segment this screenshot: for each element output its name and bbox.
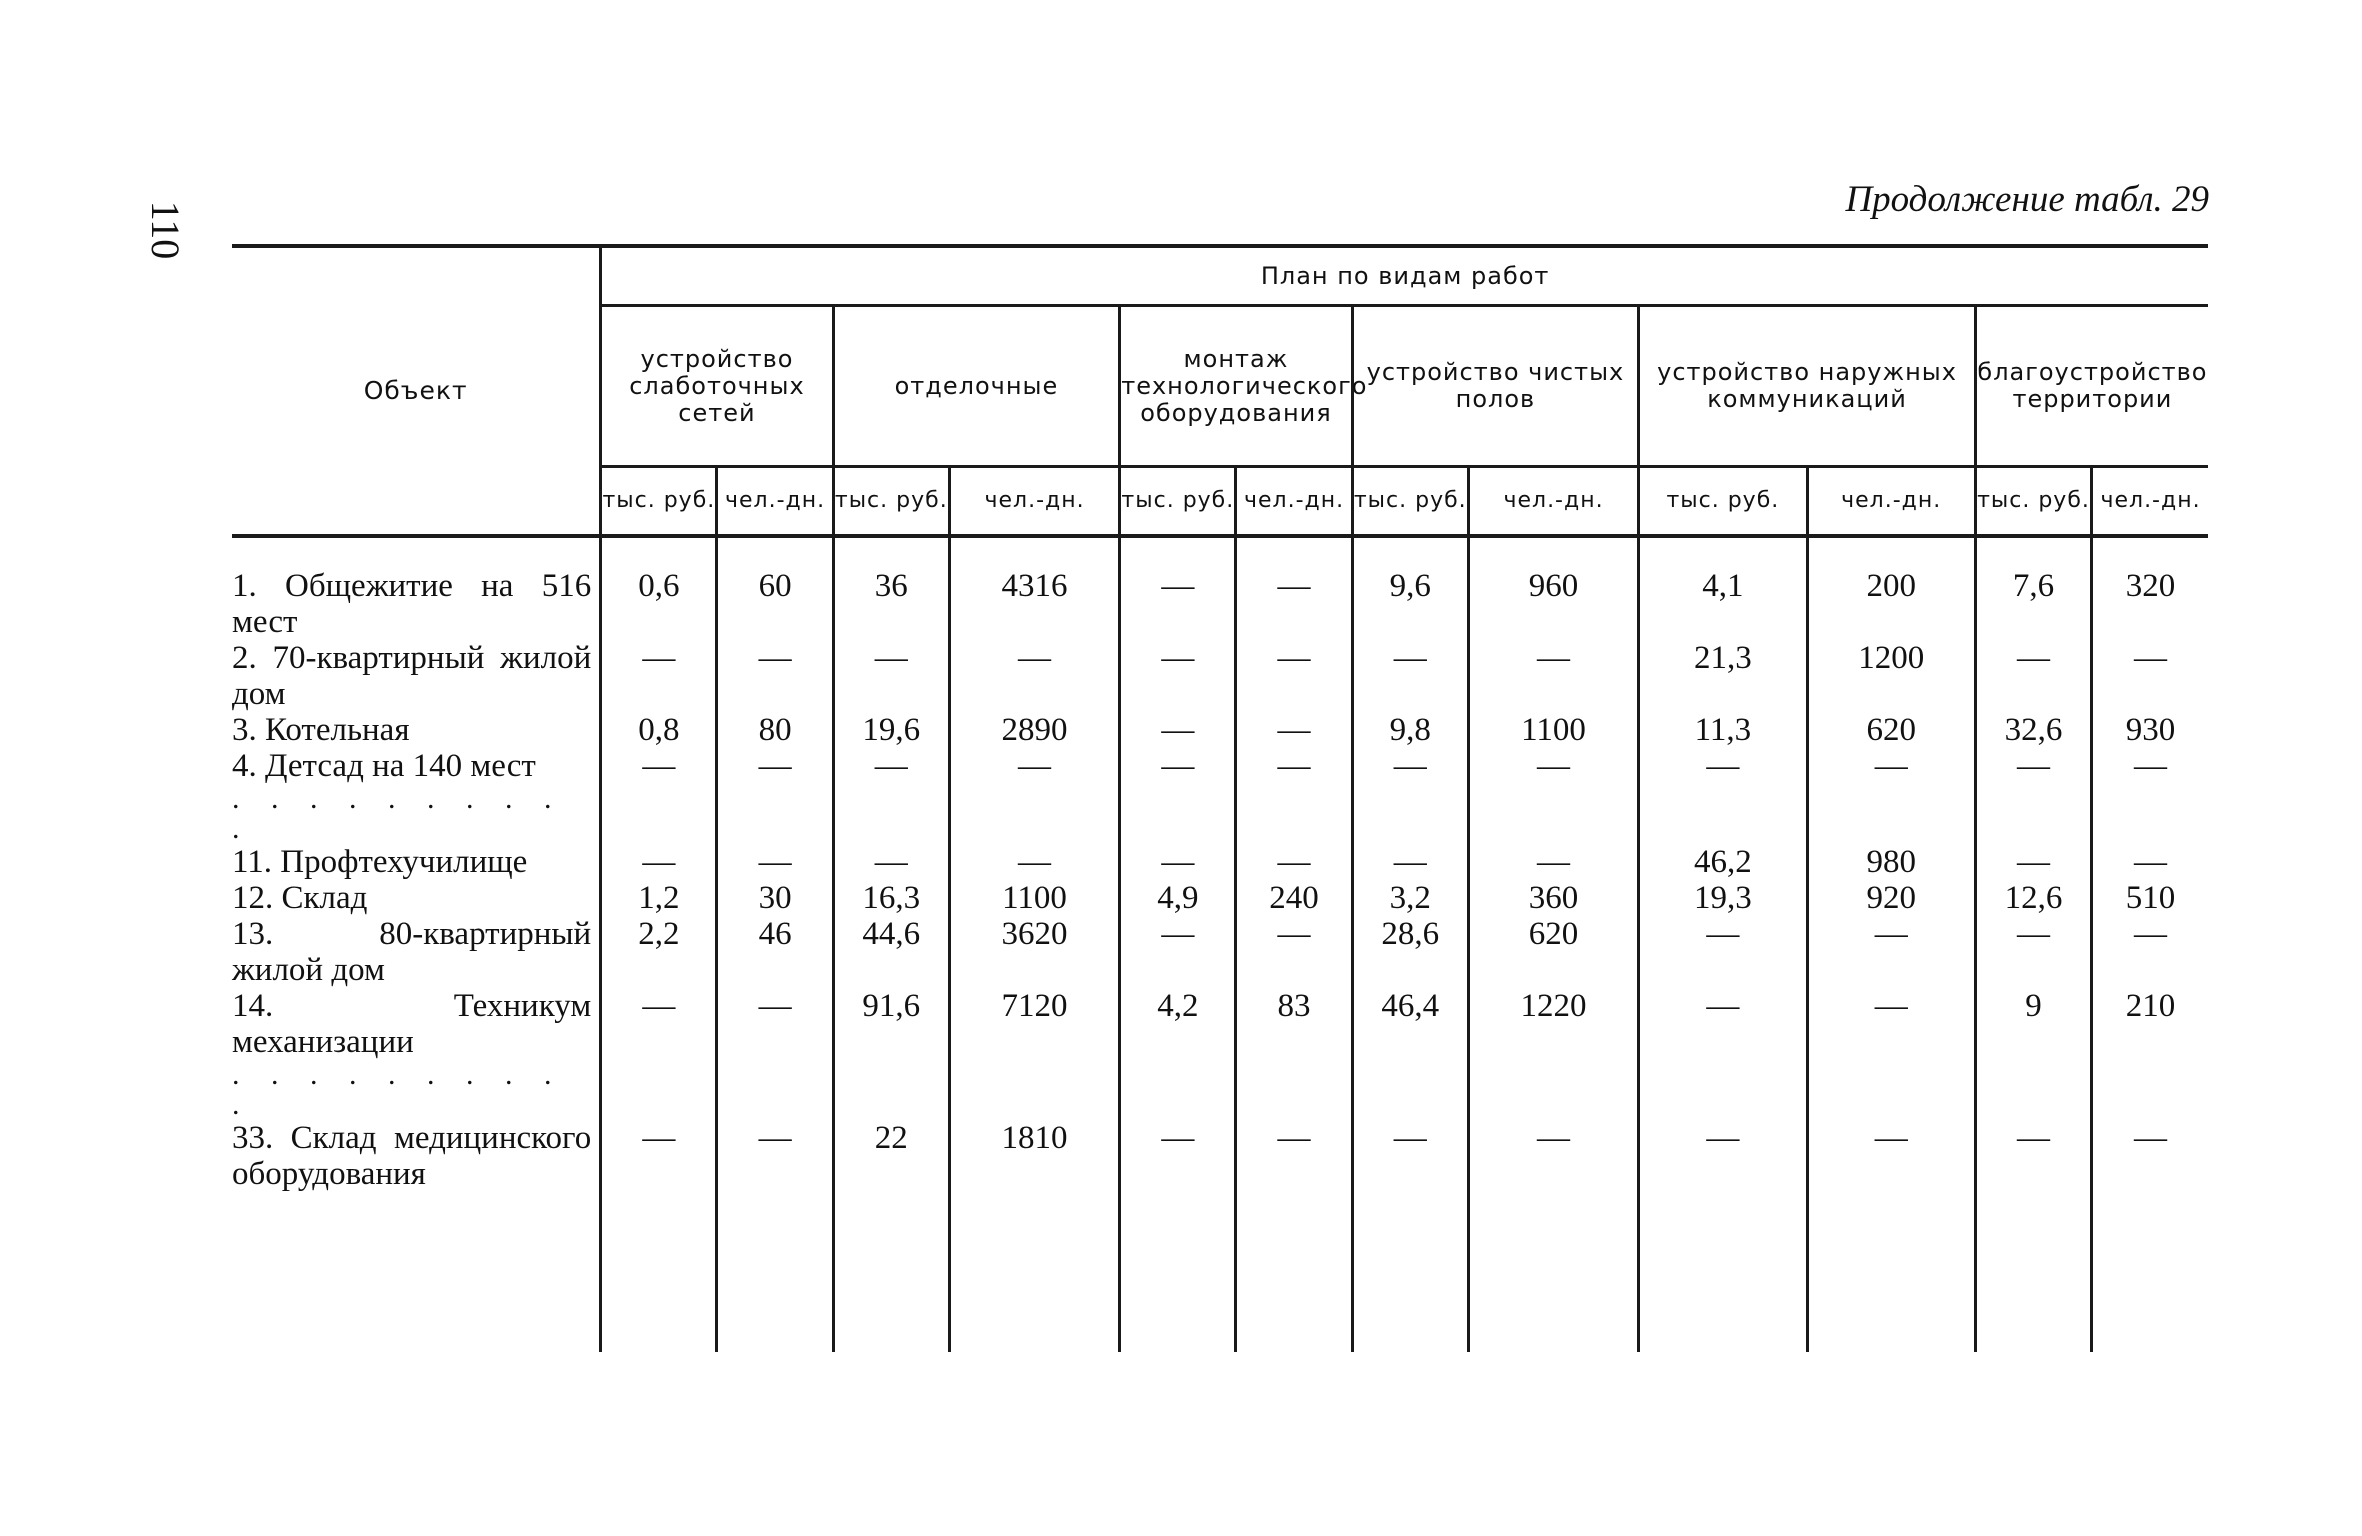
value-cell: 960 bbox=[1468, 536, 1638, 640]
value-cell: — bbox=[1639, 988, 1807, 1060]
empty-cell bbox=[717, 1060, 833, 1120]
table-row bbox=[232, 916, 2208, 988]
value-cell: — bbox=[717, 640, 833, 712]
empty-cell bbox=[1352, 1192, 1468, 1352]
value-cell: — bbox=[1468, 844, 1638, 880]
unit-header: тыс. руб. bbox=[1639, 467, 1807, 537]
value-cell: 12,6 bbox=[1975, 880, 2091, 916]
value-cell: — bbox=[1975, 748, 2091, 784]
unit-header: тыс. руб. bbox=[601, 467, 717, 537]
value-cell: — bbox=[2092, 640, 2208, 712]
value-cell: — bbox=[1468, 748, 1638, 784]
value-cell: 9 bbox=[1975, 988, 2091, 1060]
empty-cell bbox=[1807, 1060, 1975, 1120]
value-cell: — bbox=[1639, 916, 1807, 988]
empty-cell bbox=[1639, 1192, 1807, 1352]
value-cell: 11,3 bbox=[1639, 712, 1807, 748]
value-cell: 9,6 bbox=[1352, 536, 1468, 640]
empty-cell bbox=[601, 1192, 717, 1352]
work-plan-table bbox=[232, 244, 2208, 1352]
table-row bbox=[232, 1120, 2208, 1192]
empty-cell bbox=[1807, 784, 1975, 844]
value-cell: — bbox=[601, 1120, 717, 1192]
value-cell: 7120 bbox=[949, 988, 1119, 1060]
object-cell bbox=[232, 748, 601, 784]
value-cell: — bbox=[833, 640, 949, 712]
value-cell: — bbox=[2092, 916, 2208, 988]
unit-header: тыс. руб. bbox=[833, 467, 949, 537]
value-cell: 0,6 bbox=[601, 536, 717, 640]
value-cell: — bbox=[1807, 1120, 1975, 1192]
value-cell: — bbox=[1639, 1120, 1807, 1192]
empty-cell bbox=[717, 784, 833, 844]
value-cell: 3620 bbox=[949, 916, 1119, 988]
value-cell: — bbox=[1236, 916, 1352, 988]
object-name: 4. Детсад на 140 мест bbox=[232, 748, 536, 784]
value-cell: 320 bbox=[2092, 536, 2208, 640]
value-cell: 28,6 bbox=[1352, 916, 1468, 988]
empty-cell bbox=[1639, 784, 1807, 844]
value-cell: — bbox=[1120, 536, 1236, 640]
empty-cell bbox=[1975, 1192, 2091, 1352]
value-cell: 2890 bbox=[949, 712, 1119, 748]
value-cell: 1100 bbox=[949, 880, 1119, 916]
value-cell: 1810 bbox=[949, 1120, 1119, 1192]
value-cell: — bbox=[1120, 844, 1236, 880]
value-cell: — bbox=[1975, 1120, 2091, 1192]
object-name: 2. 70-квартирный жилой дом bbox=[232, 640, 592, 712]
ellipsis: . . . . . . . . . . bbox=[232, 782, 564, 845]
object-name: 11. Профтехучилище bbox=[232, 844, 528, 880]
table-row bbox=[232, 748, 2208, 784]
empty-cell bbox=[1468, 1060, 1638, 1120]
unit-header: чел.-дн. bbox=[1807, 467, 1975, 537]
object-cell bbox=[232, 880, 601, 916]
value-cell: — bbox=[833, 748, 949, 784]
value-cell: 930 bbox=[2092, 712, 2208, 748]
empty-cell bbox=[833, 1192, 949, 1352]
value-cell: — bbox=[1807, 988, 1975, 1060]
value-cell: 1,2 bbox=[601, 880, 717, 916]
value-cell: — bbox=[949, 748, 1119, 784]
value-cell: — bbox=[717, 844, 833, 880]
value-cell: 60 bbox=[717, 536, 833, 640]
object-cell bbox=[232, 844, 601, 880]
empty-cell bbox=[1352, 784, 1468, 844]
value-cell: — bbox=[717, 988, 833, 1060]
value-cell: — bbox=[1120, 916, 1236, 988]
value-cell: 46,2 bbox=[1639, 844, 1807, 880]
value-cell: 210 bbox=[2092, 988, 2208, 1060]
ellipsis: . . . . . . . . . . bbox=[232, 1058, 564, 1121]
value-cell: 1220 bbox=[1468, 988, 1638, 1060]
empty-cell bbox=[1807, 1192, 1975, 1352]
ellipsis-row bbox=[232, 1060, 2208, 1120]
empty-cell bbox=[1236, 1192, 1352, 1352]
object-name: 1. Общежитие на 516 мест bbox=[232, 568, 592, 640]
unit-header: чел.-дн. bbox=[1468, 467, 1638, 537]
value-cell: 30 bbox=[717, 880, 833, 916]
value-cell: — bbox=[717, 1120, 833, 1192]
object-cell bbox=[232, 640, 601, 712]
object-header: Объект bbox=[232, 246, 601, 536]
empty-cell bbox=[949, 1192, 1119, 1352]
group-header: отделочные bbox=[833, 306, 1120, 467]
group-header: благоустройство территории bbox=[1975, 306, 2208, 467]
unit-header: чел.-дн. bbox=[2092, 467, 2208, 537]
value-cell: 46 bbox=[717, 916, 833, 988]
object-cell bbox=[232, 712, 601, 748]
value-cell: 46,4 bbox=[1352, 988, 1468, 1060]
empty-cell bbox=[1468, 1192, 1638, 1352]
value-cell: — bbox=[1236, 712, 1352, 748]
value-cell: 19,3 bbox=[1639, 880, 1807, 916]
object-name: 3. Котельная bbox=[232, 712, 410, 748]
value-cell: 620 bbox=[1807, 712, 1975, 748]
value-cell: — bbox=[1639, 748, 1807, 784]
object-name: 13. 80-квартирный жилой дом bbox=[232, 916, 592, 988]
value-cell: — bbox=[2092, 748, 2208, 784]
table-row bbox=[232, 988, 2208, 1060]
empty-cell bbox=[833, 1060, 949, 1120]
value-cell: — bbox=[1975, 640, 2091, 712]
value-cell: — bbox=[601, 748, 717, 784]
unit-header: тыс. руб. bbox=[1352, 467, 1468, 537]
value-cell: — bbox=[949, 844, 1119, 880]
empty-cell bbox=[1120, 1192, 1236, 1352]
unit-header: тыс. руб. bbox=[1120, 467, 1236, 537]
value-cell: 2,2 bbox=[601, 916, 717, 988]
table-caption: Продолжение табл. 29 bbox=[1845, 179, 2209, 220]
object-cell bbox=[232, 536, 601, 640]
table-row bbox=[232, 880, 2208, 916]
unit-header: чел.-дн. bbox=[1236, 467, 1352, 537]
value-cell: — bbox=[1352, 748, 1468, 784]
value-cell: 980 bbox=[1807, 844, 1975, 880]
value-cell: — bbox=[1236, 640, 1352, 712]
value-cell: — bbox=[1468, 1120, 1638, 1192]
value-cell: 4316 bbox=[949, 536, 1119, 640]
value-cell: — bbox=[1807, 916, 1975, 988]
value-cell: 510 bbox=[2092, 880, 2208, 916]
empty-cell bbox=[717, 1192, 833, 1352]
value-cell: 44,6 bbox=[833, 916, 949, 988]
value-cell: 4,1 bbox=[1639, 536, 1807, 640]
object-name: 14. Техникум механизации bbox=[232, 988, 592, 1060]
group-header: устройство чистых полов bbox=[1352, 306, 1639, 467]
value-cell: 3,2 bbox=[1352, 880, 1468, 916]
value-cell: 4,2 bbox=[1120, 988, 1236, 1060]
object-name: 12. Склад bbox=[232, 880, 368, 916]
empty-cell bbox=[949, 1060, 1119, 1120]
table-row bbox=[232, 844, 2208, 880]
group-header: монтаж технологического оборудования bbox=[1120, 306, 1352, 467]
value-cell: — bbox=[1236, 748, 1352, 784]
value-cell: — bbox=[1120, 748, 1236, 784]
value-cell: — bbox=[949, 640, 1119, 712]
empty-cell bbox=[1468, 784, 1638, 844]
empty-cell bbox=[601, 784, 717, 844]
value-cell: — bbox=[2092, 844, 2208, 880]
value-cell: — bbox=[1975, 844, 2091, 880]
empty-cell bbox=[949, 784, 1119, 844]
value-cell: — bbox=[833, 844, 949, 880]
value-cell: 9,8 bbox=[1352, 712, 1468, 748]
empty-cell bbox=[1975, 1060, 2091, 1120]
value-cell: — bbox=[1120, 640, 1236, 712]
plan-header: План по видам работ bbox=[601, 246, 2208, 306]
empty-cell bbox=[1236, 1060, 1352, 1120]
object-cell bbox=[232, 916, 601, 988]
table-body bbox=[232, 536, 2208, 1352]
empty-cell bbox=[2092, 1192, 2208, 1352]
value-cell: — bbox=[717, 748, 833, 784]
header-plan-row bbox=[232, 246, 2208, 306]
value-cell: 21,3 bbox=[1639, 640, 1807, 712]
value-cell: — bbox=[2092, 1120, 2208, 1192]
value-cell: — bbox=[1120, 712, 1236, 748]
object-cell bbox=[232, 1120, 601, 1192]
value-cell: — bbox=[1352, 1120, 1468, 1192]
value-cell: 19,6 bbox=[833, 712, 949, 748]
table-row bbox=[232, 640, 2208, 712]
group-header: устройство наружных коммуникаций bbox=[1639, 306, 1976, 467]
value-cell: 83 bbox=[1236, 988, 1352, 1060]
empty-cell bbox=[2092, 784, 2208, 844]
object-cell bbox=[232, 988, 601, 1060]
value-cell: — bbox=[1352, 844, 1468, 880]
empty-cell bbox=[1975, 784, 2091, 844]
empty-cell bbox=[2092, 1060, 2208, 1120]
value-cell: — bbox=[601, 988, 717, 1060]
empty-cell bbox=[1120, 784, 1236, 844]
group-header: устройство слаботочных сетей bbox=[601, 306, 833, 467]
empty-cell bbox=[1352, 1060, 1468, 1120]
table-row bbox=[232, 536, 2208, 640]
unit-header: чел.-дн. bbox=[717, 467, 833, 537]
value-cell: 80 bbox=[717, 712, 833, 748]
ellipsis-row bbox=[232, 784, 2208, 844]
value-cell: — bbox=[1120, 1120, 1236, 1192]
value-cell: 620 bbox=[1468, 916, 1638, 988]
value-cell: 16,3 bbox=[833, 880, 949, 916]
table-row bbox=[232, 712, 2208, 748]
unit-header: тыс. руб. bbox=[1975, 467, 2091, 537]
value-cell: 1100 bbox=[1468, 712, 1638, 748]
value-cell: — bbox=[1236, 844, 1352, 880]
value-cell: — bbox=[1236, 536, 1352, 640]
value-cell: — bbox=[1807, 748, 1975, 784]
page-number: 110 bbox=[143, 200, 188, 260]
filler-row bbox=[232, 1192, 2208, 1352]
value-cell: 91,6 bbox=[833, 988, 949, 1060]
value-cell: 22 bbox=[833, 1120, 949, 1192]
value-cell: 32,6 bbox=[1975, 712, 2091, 748]
value-cell: — bbox=[601, 844, 717, 880]
value-cell: 920 bbox=[1807, 880, 1975, 916]
empty-cell bbox=[601, 1060, 717, 1120]
object-name: 33. Склад медицинского оборудования bbox=[232, 1120, 592, 1192]
value-cell: — bbox=[1468, 640, 1638, 712]
value-cell: — bbox=[1236, 1120, 1352, 1192]
value-cell: 360 bbox=[1468, 880, 1638, 916]
value-cell: 7,6 bbox=[1975, 536, 2091, 640]
empty-cell bbox=[1639, 1060, 1807, 1120]
value-cell: — bbox=[1975, 916, 2091, 988]
empty-cell bbox=[1236, 784, 1352, 844]
value-cell: 36 bbox=[833, 536, 949, 640]
value-cell: 4,9 bbox=[1120, 880, 1236, 916]
empty-cell bbox=[1120, 1060, 1236, 1120]
value-cell: 0,8 bbox=[601, 712, 717, 748]
empty-cell bbox=[232, 1192, 601, 1352]
value-cell: — bbox=[601, 640, 717, 712]
empty-cell bbox=[833, 784, 949, 844]
unit-header: чел.-дн. bbox=[949, 467, 1119, 537]
value-cell: — bbox=[1352, 640, 1468, 712]
value-cell: 200 bbox=[1807, 536, 1975, 640]
value-cell: 240 bbox=[1236, 880, 1352, 916]
value-cell: 1200 bbox=[1807, 640, 1975, 712]
